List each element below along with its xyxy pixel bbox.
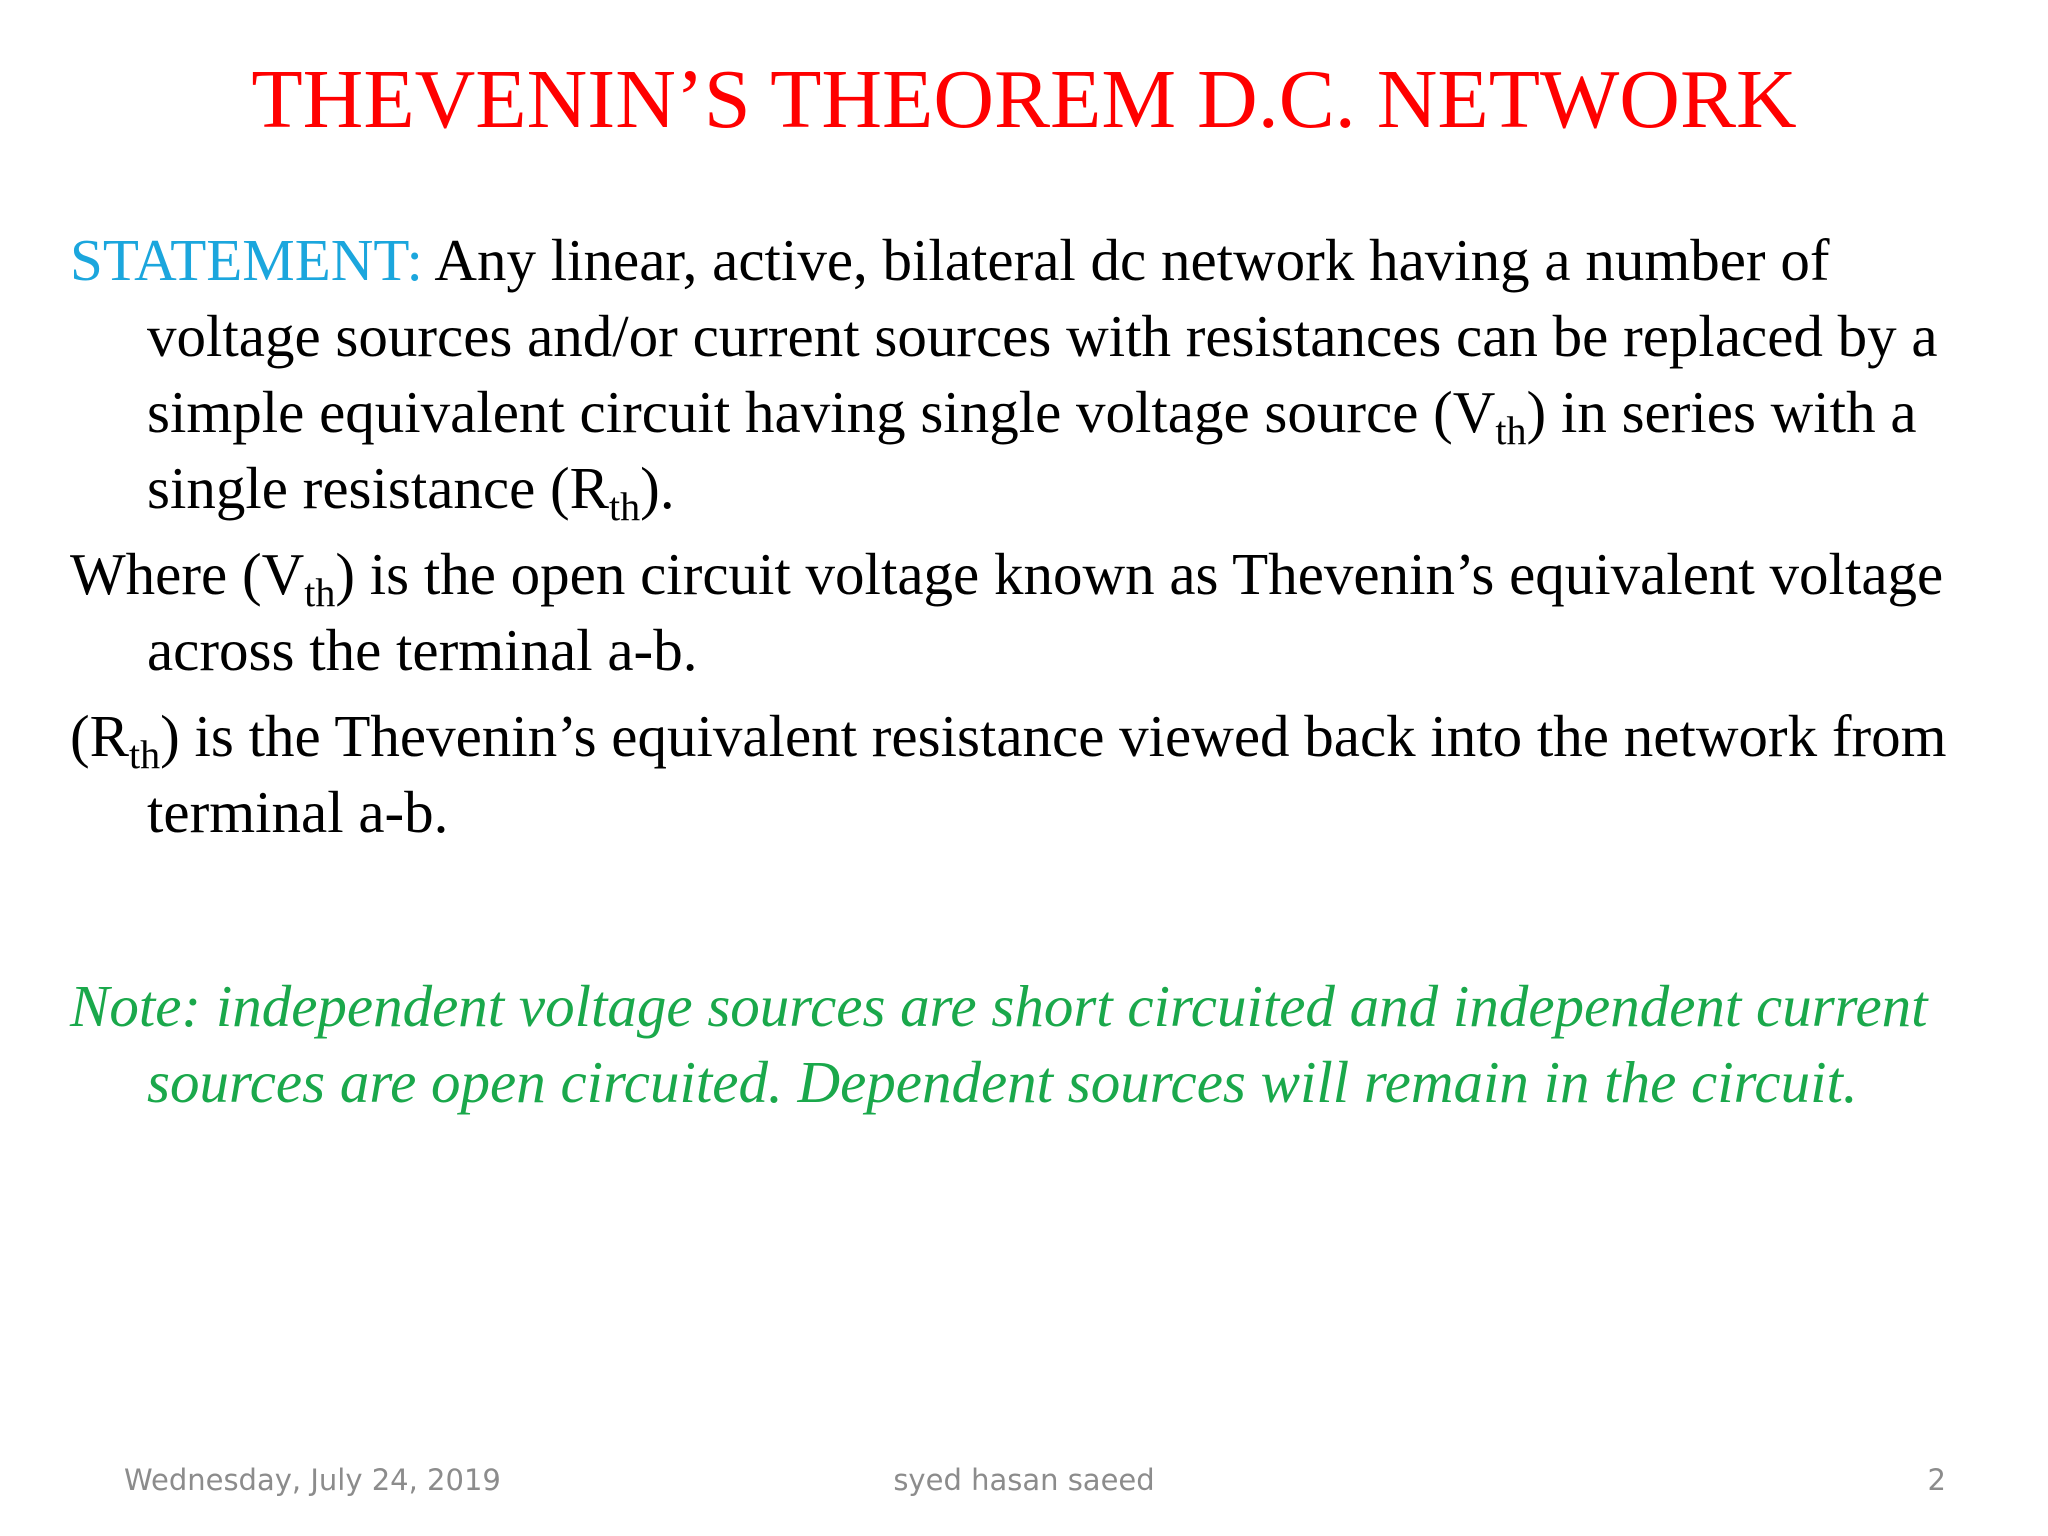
- footer-page-number: 2: [1927, 1463, 1946, 1497]
- rth-definition-subscript: th: [129, 732, 161, 777]
- where-text-part-1: Where (V: [70, 541, 305, 607]
- statement-text-part-3: ).: [640, 455, 675, 521]
- rth-text-part-1: (R: [70, 703, 129, 769]
- where-text-part-2: ) is the open circuit voltage known as Thevenin’s equivalent voltage across the terminal a-b.: [147, 541, 1944, 683]
- where-vth-subscript: th: [304, 570, 336, 615]
- statement-paragraph: [70, 222, 2010, 529]
- statement-text-part-1: Any linear, active, bilateral dc network having a number of voltage sources and/or current sources with resistances can be replaced by a simple equivalent circuit having single voltage source (V: [147, 227, 1938, 445]
- statement-text-part-2: ) in series with a single resistance (R: [147, 379, 1917, 521]
- slide-title: THEVENIN’S THEOREM D.C. NETWORK: [251, 53, 1797, 146]
- footer-author: syed hasan saeed: [893, 1463, 1155, 1497]
- where-paragraph: [70, 536, 2010, 688]
- statement-label: STATEMENT:: [70, 227, 423, 293]
- rth-paragraph: [70, 698, 2010, 850]
- note-paragraph: Note: independent voltage sources are short circuited and independent current sources are open circuited. Dependent sources will remain in the circuit.: [70, 973, 1928, 1115]
- rth-text-part-2: ) is the Thevenin’s equivalent resistance viewed back into the network from terminal a-b.: [147, 703, 1947, 845]
- vth-subscript: th: [1495, 408, 1527, 453]
- footer-date: Wednesday, July 24, 2019: [124, 1463, 501, 1497]
- rth-subscript: th: [609, 484, 641, 529]
- slide-body: [70, 222, 2010, 850]
